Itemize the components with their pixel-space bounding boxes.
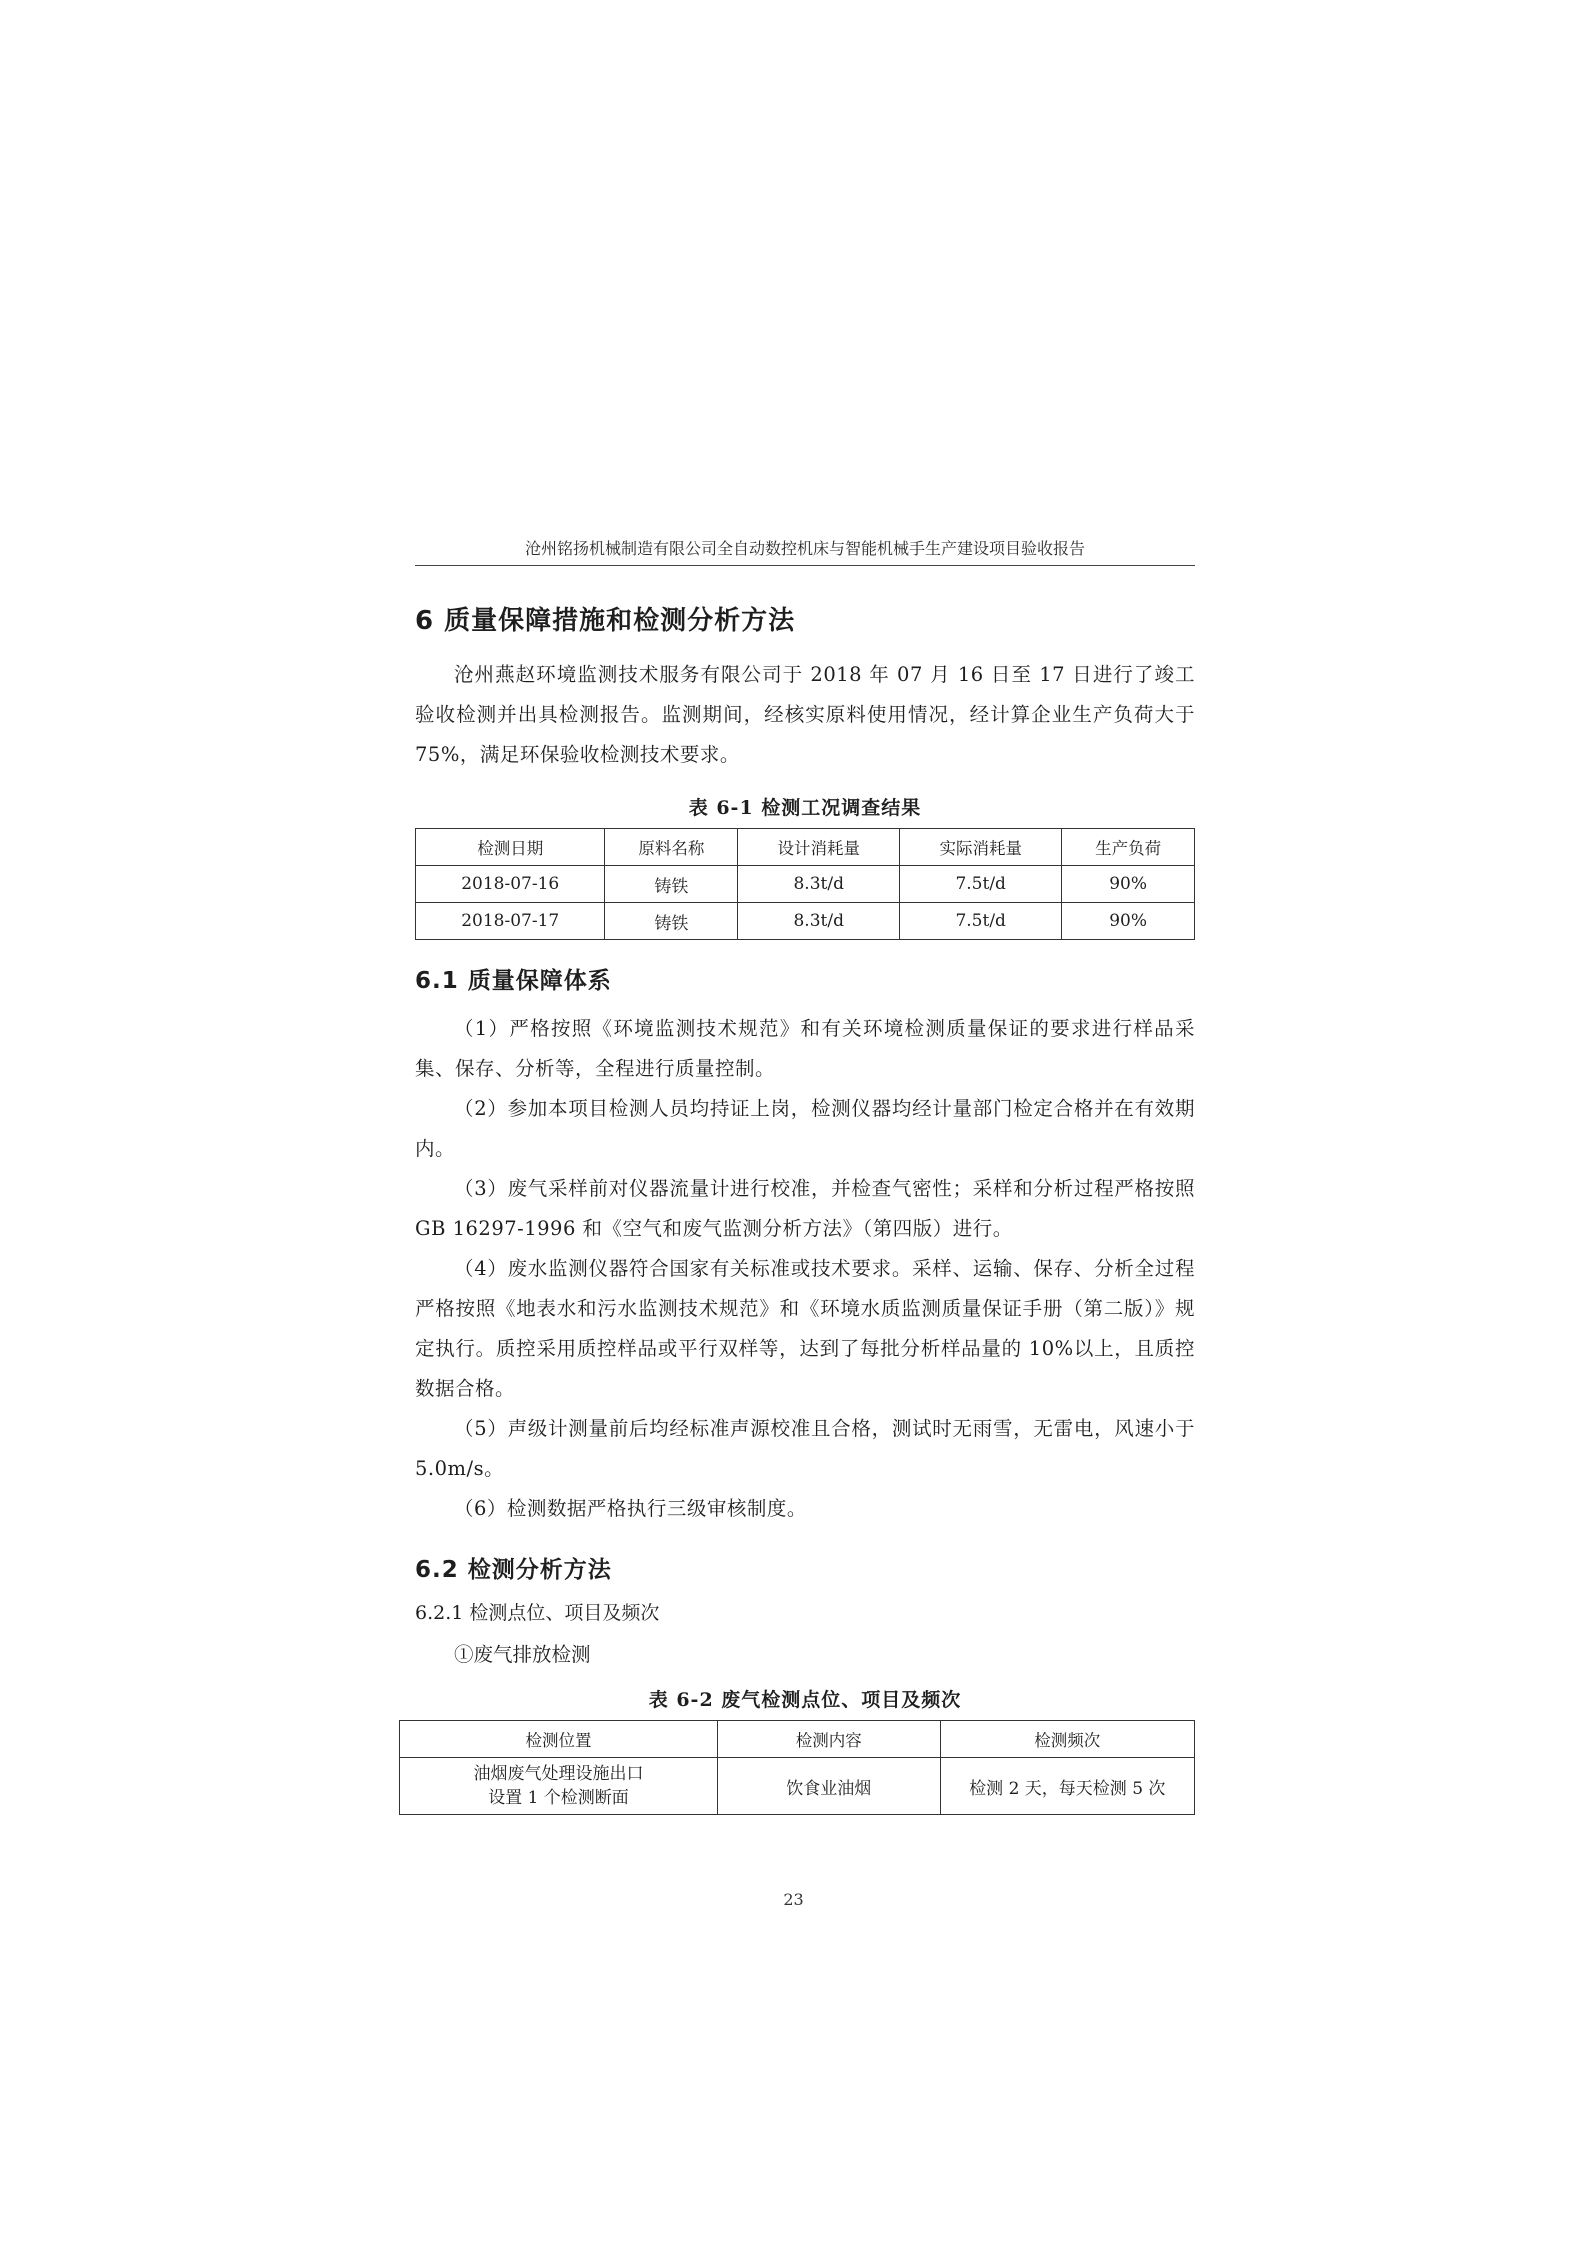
table-6-1-caption: 表 6-1 检测工况调查结果 xyxy=(688,797,922,819)
table-cell: 8.3t/d xyxy=(738,866,900,903)
table-header-cell: 实际消耗量 xyxy=(900,829,1062,866)
table-header-cell: 检测位置 xyxy=(400,1721,718,1758)
quality-item-4: （4）废水监测仪器符合国家有关标准或技术要求。采样、运输、保存、分析全过程严格按照《地表水和污水监测技术规范》和《环境水质监测质量保证手册（第二版）》规定执行。质控采用质控样品或平行双样等，达到了每批分析样品量的 10%以上，且质控数据合格。 xyxy=(415,1257,1195,1400)
table-cell: 铸铁 xyxy=(605,866,738,903)
table-row xyxy=(400,1758,1195,1815)
table-6-2 xyxy=(399,1720,1195,1815)
section-6-2-1-title: 6.2.1 检测点位、项目及频次 xyxy=(415,1602,660,1624)
table-cell: 检测 2 天，每天检测 5 次 xyxy=(940,1758,1194,1815)
table-cell: 7.5t/d xyxy=(900,866,1062,903)
table-cell: 90% xyxy=(1062,866,1195,903)
section-6-2-title: 6.2 检测分析方法 xyxy=(415,1557,612,1583)
table-header-cell: 检测日期 xyxy=(416,829,605,866)
table-cell: 2018-07-16 xyxy=(416,866,605,903)
exhaust-monitoring-label: ①废气排放检测 xyxy=(454,1643,591,1666)
table-header-cell: 生产负荷 xyxy=(1062,829,1195,866)
section-6-1-title: 6.1 质量保障体系 xyxy=(415,968,612,994)
section-6-title: 6 质量保障措施和检测分析方法 xyxy=(415,606,796,636)
table-6-1 xyxy=(415,828,1195,940)
location-line-1: 油烟废气处理设施出口 xyxy=(473,1764,644,1784)
table-cell: 饮食业油烟 xyxy=(718,1758,941,1815)
page-number: 23 xyxy=(783,1890,804,1909)
page-content xyxy=(415,600,1195,1815)
table-row xyxy=(416,903,1195,940)
table-cell-location xyxy=(400,1758,718,1815)
quality-item-1: （1）严格按照《环境监测技术规范》和有关环境检测质量保证的要求进行样品采集、保存、分析等，全程进行质量控制。 xyxy=(415,1017,1195,1080)
table-cell: 铸铁 xyxy=(605,903,738,940)
table-header-cell: 原料名称 xyxy=(605,829,738,866)
table-cell: 8.3t/d xyxy=(738,903,900,940)
table-header-row xyxy=(400,1721,1195,1758)
table-6-2-caption: 表 6-2 废气检测点位、项目及频次 xyxy=(648,1689,962,1711)
quality-item-2: （2）参加本项目检测人员均持证上岗，检测仪器均经计量部门检定合格并在有效期内。 xyxy=(415,1097,1195,1160)
table-header-cell: 检测内容 xyxy=(718,1721,941,1758)
table-header-cell: 设计消耗量 xyxy=(738,829,900,866)
quality-item-5: （5）声级计测量前后均经标准声源校准且合格，测试时无雨雪，无雷电，风速小于 5.0m/s。 xyxy=(415,1417,1195,1480)
table-header-row xyxy=(416,829,1195,866)
table-cell: 90% xyxy=(1062,903,1195,940)
running-header: 沧州铭扬机械制造有限公司全自动数控机床与智能机械手生产建设项目验收报告 xyxy=(415,536,1195,566)
table-cell: 7.5t/d xyxy=(900,903,1062,940)
quality-item-3: （3）废气采样前对仪器流量计进行校准，并检查气密性；采样和分析过程严格按照 GB 16297-1996 和《空气和废气监测分析方法》（第四版）进行。 xyxy=(415,1177,1195,1240)
location-line-2: 设置 1 个检测断面 xyxy=(488,1788,629,1808)
table-cell: 2018-07-17 xyxy=(416,903,605,940)
quality-item-6: （6）检测数据严格执行三级审核制度。 xyxy=(454,1497,807,1520)
table-header-cell: 检测频次 xyxy=(940,1721,1194,1758)
table-row xyxy=(416,866,1195,903)
section-6-intro: 沧州燕赵环境监测技术服务有限公司于 2018 年 07 月 16 日至 17 日进行了竣工验收检测并出具检测报告。监测期间，经核实原料使用情况，经计算企业生产负荷大于 75%，满足环保验收检测技术要求。 xyxy=(415,663,1195,766)
